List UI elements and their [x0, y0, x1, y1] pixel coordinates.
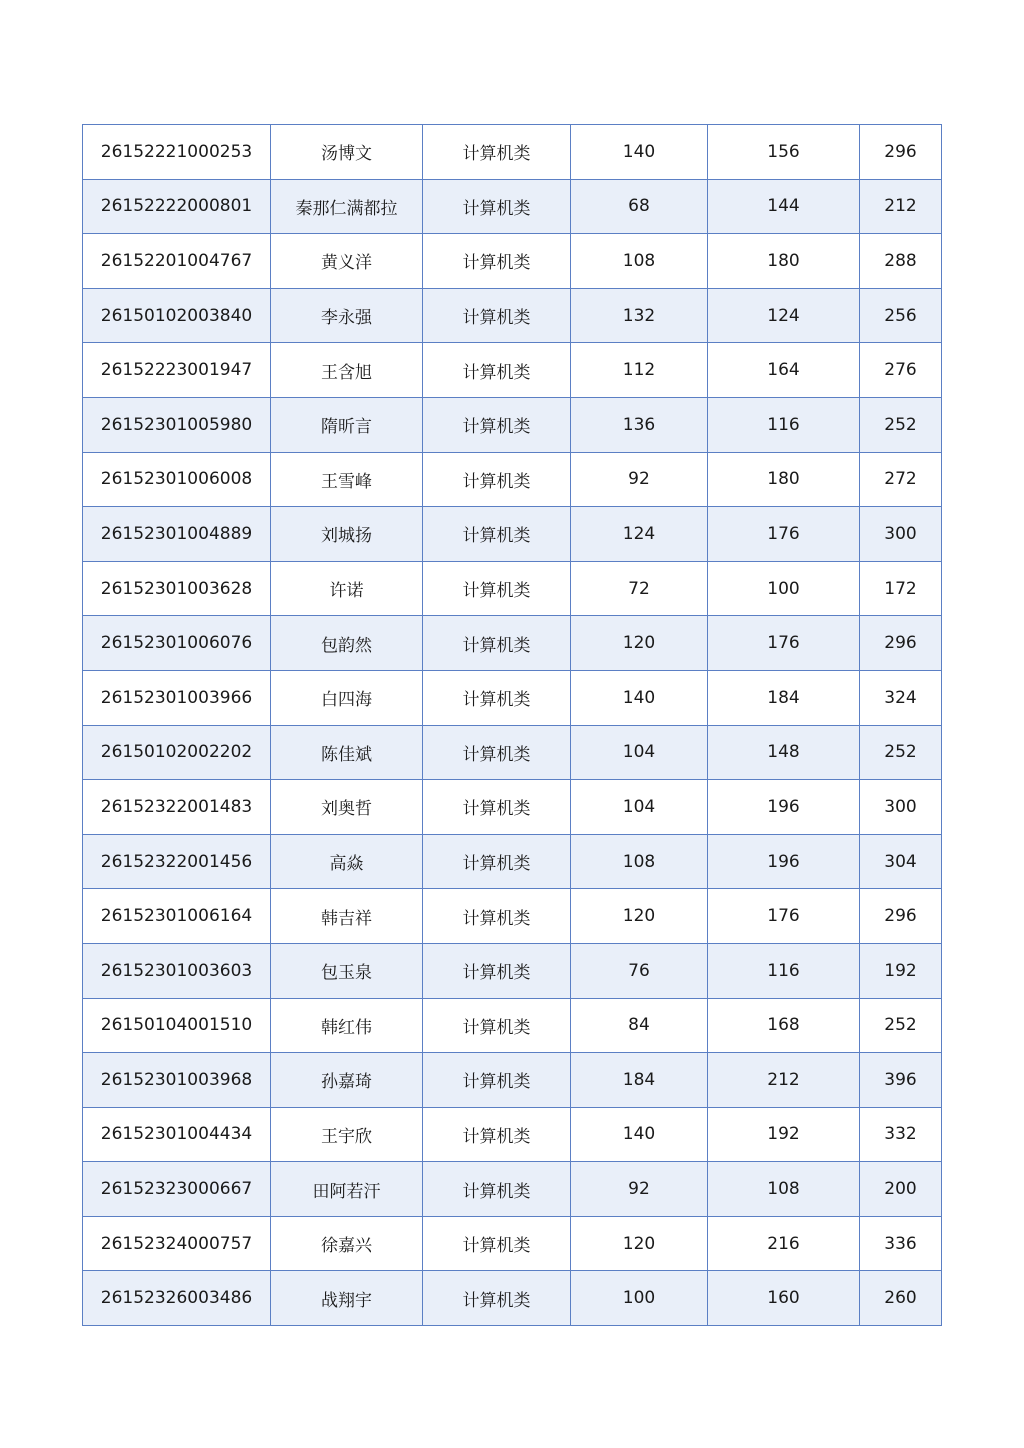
table-row — [83, 780, 942, 835]
total-score-cell: 300 — [860, 780, 942, 835]
score-1-cell: 76 — [571, 943, 708, 998]
student-name-cell: 徐嘉兴 — [271, 1216, 423, 1271]
score-1-cell: 84 — [571, 998, 708, 1053]
score-1-cell: 92 — [571, 1162, 708, 1217]
candidate-id-cell: 26150102003840 — [83, 288, 271, 343]
candidate-id-cell: 26152326003486 — [83, 1271, 271, 1326]
total-score-cell: 252 — [860, 397, 942, 452]
table-row — [83, 507, 942, 562]
student-name-cell: 白四海 — [271, 670, 423, 725]
total-score-cell: 212 — [860, 179, 942, 234]
total-score-cell: 296 — [860, 125, 942, 180]
score-1-cell: 136 — [571, 397, 708, 452]
score-1-cell: 120 — [571, 889, 708, 944]
score-2-cell: 180 — [708, 234, 860, 289]
score-1-cell: 100 — [571, 1271, 708, 1326]
major-category-cell: 计算机类 — [423, 452, 571, 507]
score-2-cell: 176 — [708, 616, 860, 671]
total-score-cell: 260 — [860, 1271, 942, 1326]
total-score-cell: 192 — [860, 943, 942, 998]
student-name-cell: 王雪峰 — [271, 452, 423, 507]
score-2-cell: 196 — [708, 780, 860, 835]
table-row — [83, 1107, 942, 1162]
student-name-cell: 刘城扬 — [271, 507, 423, 562]
major-category-cell: 计算机类 — [423, 725, 571, 780]
total-score-cell: 252 — [860, 725, 942, 780]
table-row — [83, 998, 942, 1053]
score-1-cell: 140 — [571, 670, 708, 725]
score-1-cell: 140 — [571, 125, 708, 180]
score-1-cell: 108 — [571, 234, 708, 289]
major-category-cell: 计算机类 — [423, 1216, 571, 1271]
total-score-cell: 336 — [860, 1216, 942, 1271]
candidate-id-cell: 26152301006164 — [83, 889, 271, 944]
major-category-cell: 计算机类 — [423, 507, 571, 562]
candidate-id-cell: 26152201004767 — [83, 234, 271, 289]
student-name-cell: 王宇欣 — [271, 1107, 423, 1162]
score-2-cell: 148 — [708, 725, 860, 780]
total-score-cell: 276 — [860, 343, 942, 398]
total-score-cell: 252 — [860, 998, 942, 1053]
table-row — [83, 234, 942, 289]
candidate-id-cell: 26150102002202 — [83, 725, 271, 780]
score-1-cell: 104 — [571, 780, 708, 835]
major-category-cell: 计算机类 — [423, 561, 571, 616]
score-1-cell: 124 — [571, 507, 708, 562]
student-name-cell: 汤博文 — [271, 125, 423, 180]
major-category-cell: 计算机类 — [423, 179, 571, 234]
score-2-cell: 156 — [708, 125, 860, 180]
candidate-id-cell: 26152301003968 — [83, 1053, 271, 1108]
total-score-cell: 396 — [860, 1053, 942, 1108]
total-score-cell: 304 — [860, 834, 942, 889]
table-row — [83, 943, 942, 998]
score-1-cell: 120 — [571, 616, 708, 671]
score-1-cell: 68 — [571, 179, 708, 234]
candidate-id-cell: 26152322001483 — [83, 780, 271, 835]
major-category-cell: 计算机类 — [423, 397, 571, 452]
student-name-cell: 韩红伟 — [271, 998, 423, 1053]
table-row — [83, 1216, 942, 1271]
score-2-cell: 212 — [708, 1053, 860, 1108]
major-category-cell: 计算机类 — [423, 616, 571, 671]
total-score-cell: 296 — [860, 889, 942, 944]
table-row — [83, 1162, 942, 1217]
student-name-cell: 秦那仁满都拉 — [271, 179, 423, 234]
total-score-cell: 332 — [860, 1107, 942, 1162]
score-2-cell: 176 — [708, 889, 860, 944]
student-name-cell: 刘奥哲 — [271, 780, 423, 835]
major-category-cell: 计算机类 — [423, 834, 571, 889]
major-category-cell: 计算机类 — [423, 125, 571, 180]
score-1-cell: 112 — [571, 343, 708, 398]
candidate-id-cell: 26150104001510 — [83, 998, 271, 1053]
total-score-cell: 200 — [860, 1162, 942, 1217]
candidate-id-cell: 26152301003628 — [83, 561, 271, 616]
candidate-id-cell: 26152301003966 — [83, 670, 271, 725]
score-2-cell: 100 — [708, 561, 860, 616]
student-name-cell: 韩吉祥 — [271, 889, 423, 944]
score-table-body — [83, 125, 942, 1326]
candidate-id-cell: 26152301003603 — [83, 943, 271, 998]
candidate-id-cell: 26152222000801 — [83, 179, 271, 234]
student-name-cell: 王含旭 — [271, 343, 423, 398]
total-score-cell: 296 — [860, 616, 942, 671]
score-2-cell: 144 — [708, 179, 860, 234]
score-2-cell: 176 — [708, 507, 860, 562]
student-name-cell: 田阿若汗 — [271, 1162, 423, 1217]
table-row — [83, 179, 942, 234]
candidate-id-cell: 26152301006008 — [83, 452, 271, 507]
table-row — [83, 397, 942, 452]
student-name-cell: 包韵然 — [271, 616, 423, 671]
major-category-cell: 计算机类 — [423, 1162, 571, 1217]
table-row — [83, 616, 942, 671]
table-row — [83, 561, 942, 616]
major-category-cell: 计算机类 — [423, 889, 571, 944]
major-category-cell: 计算机类 — [423, 234, 571, 289]
candidate-id-cell: 26152301004889 — [83, 507, 271, 562]
student-name-cell: 孙嘉琦 — [271, 1053, 423, 1108]
score-2-cell: 184 — [708, 670, 860, 725]
score-2-cell: 116 — [708, 397, 860, 452]
score-2-cell: 116 — [708, 943, 860, 998]
score-2-cell: 168 — [708, 998, 860, 1053]
table-row — [83, 1271, 942, 1326]
score-1-cell: 140 — [571, 1107, 708, 1162]
score-1-cell: 132 — [571, 288, 708, 343]
major-category-cell: 计算机类 — [423, 943, 571, 998]
student-name-cell: 许诺 — [271, 561, 423, 616]
score-1-cell: 72 — [571, 561, 708, 616]
candidate-id-cell: 26152322001456 — [83, 834, 271, 889]
student-name-cell: 黄义洋 — [271, 234, 423, 289]
score-2-cell: 180 — [708, 452, 860, 507]
total-score-cell: 300 — [860, 507, 942, 562]
major-category-cell: 计算机类 — [423, 780, 571, 835]
table-row — [83, 288, 942, 343]
student-name-cell: 隋昕言 — [271, 397, 423, 452]
candidate-id-cell: 26152301004434 — [83, 1107, 271, 1162]
score-1-cell: 184 — [571, 1053, 708, 1108]
score-2-cell: 160 — [708, 1271, 860, 1326]
major-category-cell: 计算机类 — [423, 1271, 571, 1326]
score-1-cell: 104 — [571, 725, 708, 780]
major-category-cell: 计算机类 — [423, 670, 571, 725]
major-category-cell: 计算机类 — [423, 288, 571, 343]
table-row — [83, 725, 942, 780]
table-row — [83, 343, 942, 398]
total-score-cell: 272 — [860, 452, 942, 507]
table-row — [83, 452, 942, 507]
score-2-cell: 108 — [708, 1162, 860, 1217]
total-score-cell: 288 — [860, 234, 942, 289]
table-row — [83, 889, 942, 944]
candidate-id-cell: 26152221000253 — [83, 125, 271, 180]
score-table — [82, 124, 942, 1326]
student-name-cell: 陈佳斌 — [271, 725, 423, 780]
table-row — [83, 125, 942, 180]
student-name-cell: 战翔宇 — [271, 1271, 423, 1326]
major-category-cell: 计算机类 — [423, 1053, 571, 1108]
candidate-id-cell: 26152323000667 — [83, 1162, 271, 1217]
total-score-cell: 324 — [860, 670, 942, 725]
candidate-id-cell: 26152324000757 — [83, 1216, 271, 1271]
student-name-cell: 李永强 — [271, 288, 423, 343]
score-1-cell: 108 — [571, 834, 708, 889]
student-name-cell: 包玉泉 — [271, 943, 423, 998]
candidate-id-cell: 26152301006076 — [83, 616, 271, 671]
score-1-cell: 120 — [571, 1216, 708, 1271]
table-row — [83, 1053, 942, 1108]
major-category-cell: 计算机类 — [423, 343, 571, 398]
table-row — [83, 670, 942, 725]
score-2-cell: 192 — [708, 1107, 860, 1162]
score-2-cell: 216 — [708, 1216, 860, 1271]
major-category-cell: 计算机类 — [423, 998, 571, 1053]
score-2-cell: 164 — [708, 343, 860, 398]
score-2-cell: 124 — [708, 288, 860, 343]
total-score-cell: 172 — [860, 561, 942, 616]
candidate-id-cell: 26152301005980 — [83, 397, 271, 452]
score-1-cell: 92 — [571, 452, 708, 507]
score-2-cell: 196 — [708, 834, 860, 889]
candidate-id-cell: 26152223001947 — [83, 343, 271, 398]
major-category-cell: 计算机类 — [423, 1107, 571, 1162]
total-score-cell: 256 — [860, 288, 942, 343]
table-row — [83, 834, 942, 889]
student-name-cell: 高焱 — [271, 834, 423, 889]
